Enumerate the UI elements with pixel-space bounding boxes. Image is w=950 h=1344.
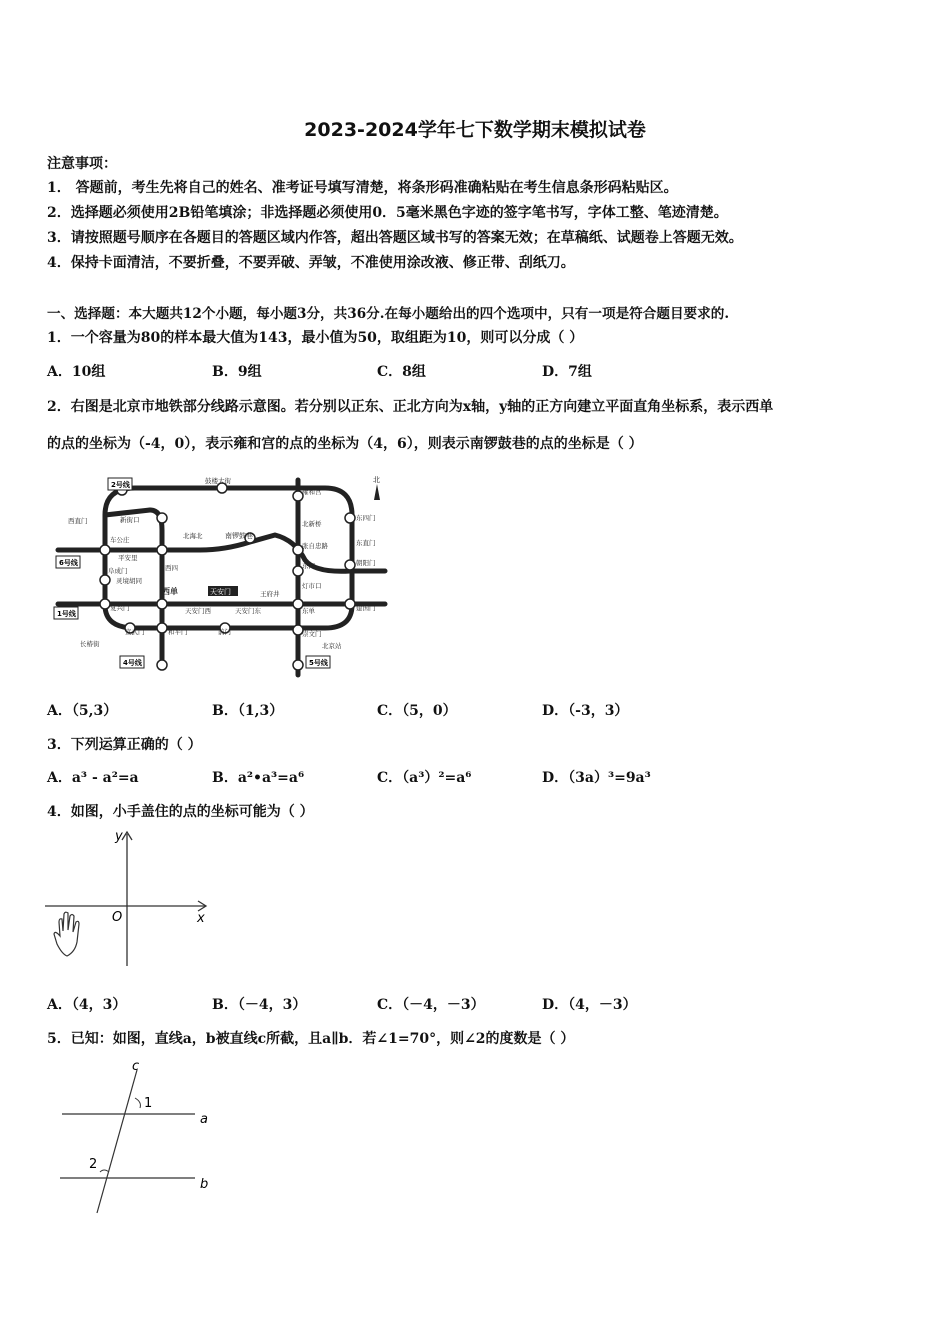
- q3-option-b: B．a²•a³=a⁶: [212, 770, 305, 786]
- q1-option-c: C．8组: [377, 364, 426, 380]
- svg-text:6号线: 6号线: [59, 559, 78, 567]
- svg-text:北海北: 北海北: [183, 532, 203, 540]
- q1-stem: 1．一个容量为80的样本最大值为143，最小值为50，取组距为10，则可以分成（ ）: [47, 330, 584, 346]
- line-4: [150, 510, 162, 665]
- north-arrow-icon: [373, 475, 380, 500]
- svg-text:灯市口: 灯市口: [302, 582, 322, 590]
- svg-text:东四门: 东四门: [356, 514, 376, 522]
- svg-text:雍和宫: 雍和宫: [302, 488, 322, 496]
- svg-text:b: b: [200, 1177, 209, 1192]
- q4-option-c: C．（－4，－3）: [377, 997, 485, 1013]
- q3-option-c: C．（a³）²=a⁶: [377, 770, 472, 786]
- svg-text:天安门东: 天安门东: [235, 607, 261, 615]
- coordinate-axes-figure: [42, 826, 217, 971]
- q3-stem: 3．下列运算正确的（ ）: [47, 737, 202, 753]
- svg-text:宣武门: 宣武门: [125, 628, 145, 636]
- svg-text:王府井: 王府井: [260, 590, 280, 598]
- q4-option-b: B．（－4，3）: [212, 997, 307, 1013]
- svg-text:2: 2: [89, 1157, 98, 1172]
- svg-text:前门: 前门: [218, 628, 231, 636]
- svg-text:鼓楼大街: 鼓楼大街: [205, 477, 231, 485]
- svg-text:y: y: [115, 829, 123, 844]
- svg-text:北京站: 北京站: [322, 642, 342, 650]
- q2-option-d: D．（-3，3）: [542, 703, 629, 719]
- svg-text:西四: 西四: [165, 564, 178, 572]
- q3-option-a: A．a³ - a²=a: [47, 770, 139, 786]
- q5-stem: 5．已知：如图，直线a，b被直线c所截，且a∥b．若∠1=70°，则∠2的度数是（ ）: [47, 1031, 575, 1047]
- svg-text:阜成门: 阜成门: [108, 567, 128, 575]
- notice-item-4: 4．保持卡面清洁，不要折叠，不要弄破、弄皱，不准使用涂改液、修正带、刮纸刀。: [47, 255, 575, 271]
- svg-text:东单: 东单: [302, 607, 315, 615]
- q2-option-a: A．（5,3）: [47, 703, 118, 719]
- svg-text:西直门: 西直门: [68, 517, 88, 525]
- svg-text:崇文门: 崇文门: [302, 630, 322, 638]
- q2-option-c: C．（5，0）: [377, 703, 457, 719]
- q1-option-b: B．9组: [212, 364, 262, 380]
- svg-text:西单: 西单: [162, 587, 178, 596]
- svg-text:车公庄: 车公庄: [110, 536, 130, 544]
- parallel-lines-figure: [52, 1060, 222, 1220]
- page-title: 2023-2024学年七下数学期末模拟试卷: [304, 119, 646, 141]
- hand-icon: [54, 912, 79, 956]
- svg-text:1号线: 1号线: [57, 610, 76, 618]
- svg-text:东直门: 东直门: [356, 539, 376, 547]
- q4-stem: 4．如图，小手盖住的点的坐标可能为（ ）: [47, 804, 314, 820]
- svg-text:北新桥: 北新桥: [302, 520, 322, 528]
- svg-text:2号线: 2号线: [111, 481, 130, 489]
- section-heading: 一、选择题：本大题共12个小题，每小题3分，共36分.在每小题给出的四个选项中，只有一项是符合题目要求的.: [47, 306, 730, 322]
- svg-text:c: c: [132, 1060, 140, 1074]
- q4-option-d: D．（4，－3）: [542, 997, 637, 1013]
- subway-map: [50, 470, 395, 682]
- svg-text:O: O: [112, 910, 123, 925]
- svg-text:和平门: 和平门: [168, 628, 188, 636]
- q4-option-a: A．（4，3）: [47, 997, 127, 1013]
- svg-text:灵境胡同: 灵境胡同: [116, 577, 142, 585]
- svg-text:x: x: [197, 911, 205, 926]
- svg-text:新街口: 新街口: [120, 516, 140, 524]
- svg-text:南锣鼓巷: 南锣鼓巷: [225, 532, 253, 540]
- loop-link: [105, 510, 150, 515]
- q2-stem-line2: 的点的坐标为（-4，0），表示雍和宫的点的坐标为（4，6），则表示南锣鼓巷的点的坐标是（ ）: [47, 436, 643, 452]
- svg-text:天安门: 天安门: [210, 588, 231, 596]
- svg-text:5号线: 5号线: [309, 659, 328, 667]
- svg-text:1: 1: [144, 1096, 153, 1111]
- svg-text:平安里: 平安里: [118, 554, 138, 562]
- svg-text:4号线: 4号线: [123, 659, 142, 667]
- svg-text:东四: 东四: [302, 562, 315, 570]
- q2-option-b: B．（1,3）: [212, 703, 284, 719]
- q2-stem-line1: 2．右图是北京市地铁部分线路示意图。若分别以正东、正北方向为x轴，y轴的正方向建立平面直角坐标系，表示西单: [47, 399, 774, 415]
- notice-item-2: 2．选择题必须使用2B铅笔填涂；非选择题必须使用0．5毫米黑色字迹的签字笔书写，字体工整、笔迹清楚。: [47, 205, 728, 221]
- q3-option-d: D．（3a）³=9a³: [542, 770, 651, 786]
- notice-heading: 注意事项：: [47, 156, 117, 172]
- notice-item-3: 3．请按照题号顺序在各题目的答题区域内作答，超出答题区域书写的答案无效；在草稿纸、试题卷上答题无效。: [47, 230, 743, 246]
- svg-text:朝阳门: 朝阳门: [356, 559, 376, 567]
- svg-text:a: a: [200, 1112, 208, 1127]
- notice-item-1: 1． 答题前，考生先将自己的姓名、准考证号填写清楚，将条形码准确粘贴在考生信息条形码粘贴区。: [47, 180, 678, 196]
- svg-text:建国门: 建国门: [356, 604, 376, 612]
- svg-text:北: 北: [373, 476, 380, 484]
- q1-option-d: D．7组: [542, 364, 592, 380]
- svg-text:复兴门: 复兴门: [110, 604, 130, 612]
- svg-text:天安门西: 天安门西: [185, 607, 211, 615]
- svg-text:张自忠路: 张自忠路: [302, 542, 328, 550]
- svg-text:长椿街: 长椿街: [80, 640, 100, 648]
- q1-option-a: A．10组: [47, 364, 106, 380]
